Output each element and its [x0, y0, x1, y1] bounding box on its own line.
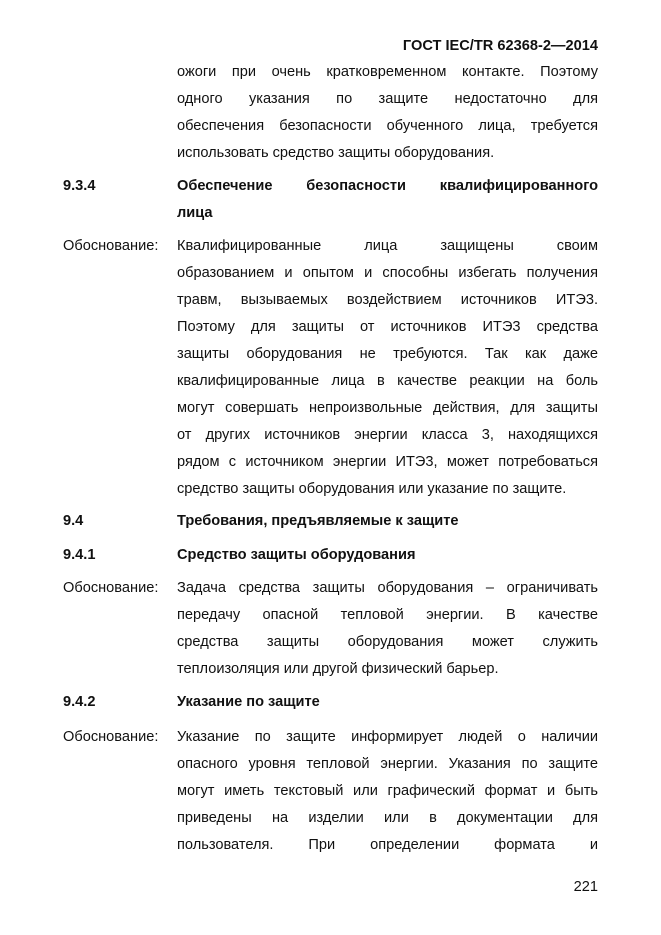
section-title: Средство защиты оборудования	[177, 547, 416, 563]
body-line: Задача средства защиты оборудования – ограничивать	[177, 580, 598, 596]
body-line: могут совершать непроизвольные действия, для защиты	[177, 400, 598, 416]
body-line: образованием и опытом и способны избегать получения	[177, 265, 598, 281]
section-title: Указание по защите	[177, 694, 320, 710]
document-header: ГОСТ IEC/TR 62368-2—2014	[402, 38, 598, 54]
rationale-label: Обоснование:	[63, 580, 159, 596]
rationale-label: Обоснование:	[63, 729, 159, 745]
section-number: 9.4.1	[63, 547, 96, 563]
body-line: средство защиты оборудования или указание по защите.	[177, 481, 567, 497]
body-line: Квалифицированные лица защищены своим	[177, 238, 598, 254]
body-line: пользователя. При определении формата и	[177, 837, 598, 853]
body-line: приведены на изделии или в документации для	[177, 810, 598, 826]
section-title: лица	[177, 205, 213, 221]
body-line: от других источников энергии класса 3, находящихся	[177, 427, 598, 443]
body-line: одного указания по защите недостаточно для	[177, 91, 598, 107]
section-number: 9.3.4	[63, 178, 96, 194]
body-line: средства защиты оборудования может служить	[177, 634, 598, 650]
body-line: опасного уровня тепловой энергии. Указания по защите	[177, 756, 598, 772]
body-line: рядом с источником энергии ИТЭ3, может потребоваться	[177, 454, 598, 470]
body-line: Указание по защите информирует людей о наличии	[177, 729, 598, 745]
body-line: травм, вызываемых воздействием источников ИТЭ3.	[177, 292, 598, 308]
body-line: могут иметь текстовый или графический формат и быть	[177, 783, 598, 799]
body-line: ожоги при очень кратковременном контакте. Поэтому	[177, 64, 598, 80]
body-line: Поэтому для защиты от источников ИТЭ3 средства	[177, 319, 598, 335]
body-line: передачу опасной тепловой энергии. В качестве	[177, 607, 598, 623]
page-number: 221	[573, 879, 598, 895]
body-line: обеспечения безопасности обученного лица, требуется	[177, 118, 598, 134]
rationale-label: Обоснование:	[63, 238, 159, 254]
section-title: Обеспечение безопасности квалифицированного	[177, 178, 598, 194]
section-number: 9.4	[63, 513, 84, 529]
section-number: 9.4.2	[63, 694, 96, 710]
body-line: использовать средство защиты оборудования.	[177, 145, 495, 161]
body-line: теплоизоляция или другой физический барьер.	[177, 661, 499, 677]
section-title: Требования, предъявляемые к защите	[177, 513, 459, 529]
body-line: защиты оборудования не требуются. Так как даже	[177, 346, 598, 362]
body-line: квалифицированные лица в качестве реакции на боль	[177, 373, 598, 389]
